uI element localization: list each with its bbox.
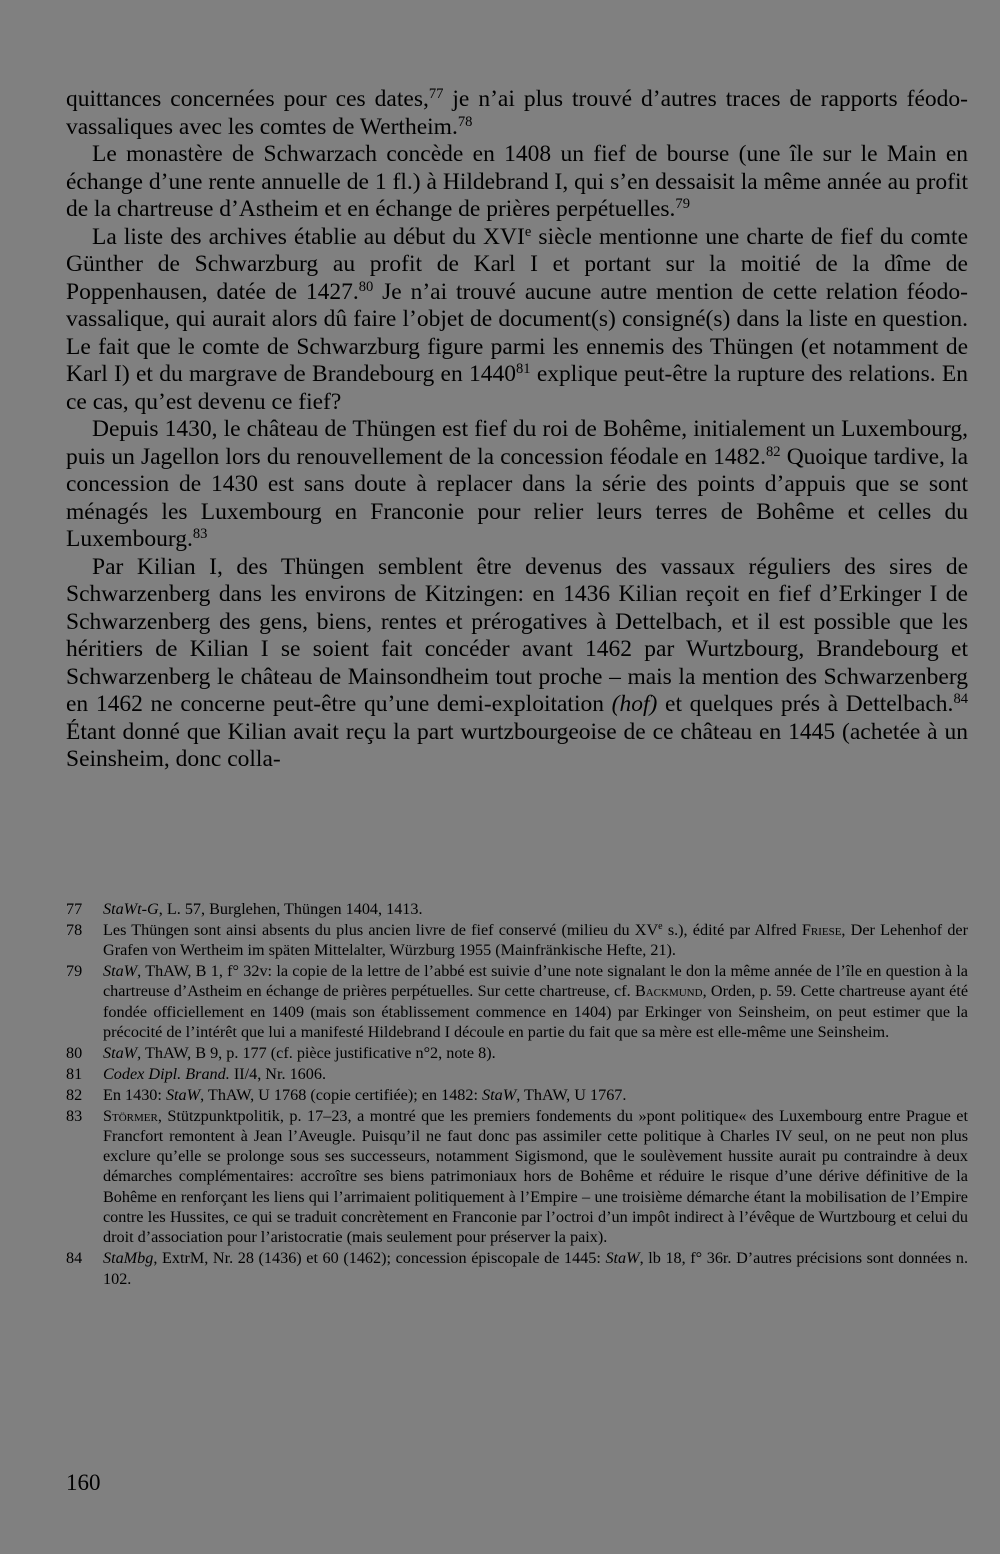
footnote-number: 78 <box>66 920 83 939</box>
paragraph <box>66 141 968 224</box>
paragraph <box>66 224 968 417</box>
text-run: , ThAW, B 1, f° 32v: la copie de la lettre de l’abbé est suivie d’une note signalant le don la même année de l’île en question à la chartreuse d’Astheim en échange de prières perpétuelles. Sur cette chartreuse, cf. <box>103 962 968 1001</box>
note-reference: 77 <box>428 86 444 102</box>
footnote-text <box>103 1064 968 1084</box>
paragraph <box>66 86 968 141</box>
text-run: , ExtrM, Nr. 28 (1436) et 60 (1462); concession épiscopale de 1445: <box>153 1249 606 1268</box>
page-number: 160 <box>66 1470 101 1495</box>
note-reference: 83 <box>192 526 208 542</box>
author-name: Friese <box>801 920 842 939</box>
footnote <box>66 899 968 919</box>
note-reference: e <box>524 223 532 240</box>
footnote <box>66 1043 968 1063</box>
italic-text: (hof) <box>611 691 658 717</box>
italic-text: Codex Dipl. Brand. <box>103 1064 230 1083</box>
text-run: La liste des archives établie au début du XVI <box>92 223 525 250</box>
italic-text: StaMbg <box>103 1249 154 1268</box>
text-run: , Orden, p. 59. Cette chartreuse ayant été fondée officiellement en 1409 (mais son établissement commence en 1404) par Erkinger von Seinsheim, on peut estimer que la précocité de l’intérêt que lui a manifesté Hildebrand I découle en partie du fait que sa mère est elle-même une Seinsheim. <box>103 982 969 1041</box>
italic-text: StaW <box>103 1043 138 1062</box>
text-run: Par Kilian I, des Thüngen semblent être devenus des vassaux réguliers des sires de Schwarzenberg dans les environs de Kitzingen: en 1436 Kilian reçoit en fief d’Erkinger I de Schwarzenberg des gens, biens, rentes et prérogatives à Dettelbach, et il est possible que les héritiers de Kilian I se soient fait concéder avant 1462 par Wurtzbourg, Brandebourg et Schwarzenberg le château de Mainsondheim tout proche – mais la mention des Schwarzenberg en 1462 ne concerne peut-être qu’une demi-exploitation <box>66 553 968 717</box>
text-run: , lb 18, f° 36r. D’autres précisions sont données n. 102. <box>103 1249 968 1288</box>
text-run: II/4, Nr. 1606. <box>229 1064 327 1083</box>
text-run: Depuis 1430, le château de Thüngen est fief du roi de Bohême, initialement un Luxembourg, puis un Jagellon lors du renouvellement de la concession féodale en 1482. <box>66 416 968 470</box>
footnotes <box>66 899 968 1289</box>
text-run: Les Thüngen sont ainsi absents du plus ancien livre de fief conservé (milieu du XV <box>103 920 659 939</box>
text-run: Quoique tardive, la concession de 1430 est sans doute à replacer dans la série des points d’appuis que se sont ménagés les Luxembourg en Franconie pour relier leurs terres de Bohême et celles du Luxembourg. <box>66 443 968 552</box>
footnote <box>66 961 968 1042</box>
text-run: , ThAW, U 1767. <box>516 1085 627 1104</box>
author-name: Störmer <box>103 1106 158 1125</box>
paragraph <box>66 416 968 554</box>
text-run: , ThAW, U 1768 (copie certifiée); en 1482: <box>200 1085 483 1104</box>
footnote <box>66 1085 968 1105</box>
footnote-text <box>103 899 968 919</box>
text-run: explique peut-être la rupture des relations. En ce cas, qu’est devenu ce fief? <box>66 361 968 415</box>
footnote-text <box>103 1248 968 1289</box>
footnote <box>66 1248 968 1289</box>
footnote-number: 77 <box>66 900 83 918</box>
note-reference: 81 <box>516 361 531 377</box>
footnote-number: 83 <box>66 1106 83 1125</box>
note-reference: e <box>658 921 663 933</box>
author-name: Backmund <box>634 982 703 1001</box>
italic-text: StaWt-G <box>103 900 159 918</box>
footnote-text <box>103 1106 968 1248</box>
text-run: , L. 57, Burglehen, Thüngen 1404, 1413. <box>158 900 423 918</box>
italic-text: StaW <box>605 1249 640 1268</box>
note-reference: 80 <box>358 278 374 295</box>
footnote-number: 84 <box>66 1249 83 1268</box>
footnote-number: 82 <box>66 1085 83 1104</box>
italic-text: StaW <box>482 1085 517 1104</box>
note-reference: 79 <box>675 196 690 212</box>
paragraph <box>66 554 968 774</box>
note-reference: 78 <box>457 113 473 130</box>
note-reference: 84 <box>953 691 968 707</box>
footnote-text <box>103 920 968 961</box>
text-run: Le monastère de Schwarzach concède en 1408 un fief de bourse (une île sur le Main en échange d’une rente annuelle de 1 fl.) à Hildebrand I, qui s’en dessaisit la même année au profit de la chartreuse d’Astheim et en échange de prières perpétuelles. <box>66 141 968 222</box>
footnote-number: 80 <box>66 1043 83 1062</box>
footnote-text <box>103 961 968 1042</box>
note-reference: 82 <box>765 443 781 460</box>
text-run: En 1430: <box>103 1085 166 1104</box>
text-run: je n’ai plus trouvé d’autres traces de rapports féodo-vassaliques avec les comtes de Wertheim. <box>66 86 968 140</box>
text-run: quittances concernées pour ces dates, <box>66 86 429 112</box>
text-run: siècle mentionne une charte de fief du comte Günther de Schwarzburg au profit de Karl I et portant sur la moitié de la dîme de Poppenhausen, datée de 1427. <box>66 223 968 305</box>
footnote <box>66 1064 968 1084</box>
italic-text: StaW <box>103 962 138 981</box>
text-run: Étant donné que Kilian avait reçu la part wurtzbourgeoise de ce château en 1445 (achetée à un Seinsheim, donc colla- <box>66 718 968 772</box>
main-text <box>66 86 968 774</box>
text-run: , Der Lehenhof der Grafen von Wertheim im späten Mittelalter, Würzburg 1955 (Mainfränkische Hefte, 21). <box>103 920 968 960</box>
footnote-text <box>103 1085 968 1105</box>
footnote <box>66 1106 968 1248</box>
text-run: s.), édité par Alfred <box>662 920 802 939</box>
footnote <box>66 920 968 961</box>
italic-text: StaW <box>165 1085 201 1104</box>
text-run: , ThAW, B 9, p. 177 (cf. pièce justificative n°2, note 8). <box>137 1043 496 1062</box>
text-run: , Stützpunktpolitik, p. 17–23, a montré que les premiers fondements du »pont politique« des Luxembourg entre Prague et Francfort remontent à Jean l’Aveugle. Puisqu’il ne faut donc pas assimiler cette politique à Charles IV seul, on ne peut non plus exclure qu’elle se prolonge sous ses successeurs, notamment Sigismond, que le soulèvement hussite aurait pu contraindre à deux démarches complémentaires: accroître ses biens patrimoniaux hors de Bohême et réduire le risque d’une dérive définitive de la Bohême en renforçant les liens qui l’arrimaient politiquement à l’Empire – une troisième démarche étant la mobilisation de l’Empire contre les Hussites, ce qui se traduit concrètement en Franconie par l’octroi d’un impôt indirect à l’évêque de Wurtzbourg et celui du droit d’association pour l’aristocratie (mais seulement pour préserver la paix). <box>103 1106 968 1247</box>
text-run: et quelques prés à Dettelbach. <box>657 691 954 717</box>
footnote-text <box>103 1043 968 1063</box>
text-run: Je n’ai trouvé aucune autre mention de cette relation féodo-vassalique, qui aurait alors dû faire l’objet de document(s) consigné(s) dans la liste en question. Le fait que le comte de Schwarzburg figure parmi les ennemis des Thüngen (et notamment de Karl I) et du margrave de Brandebourg en 1440 <box>66 278 968 387</box>
footnote-number: 79 <box>66 962 83 981</box>
footnote-number: 81 <box>66 1064 83 1083</box>
